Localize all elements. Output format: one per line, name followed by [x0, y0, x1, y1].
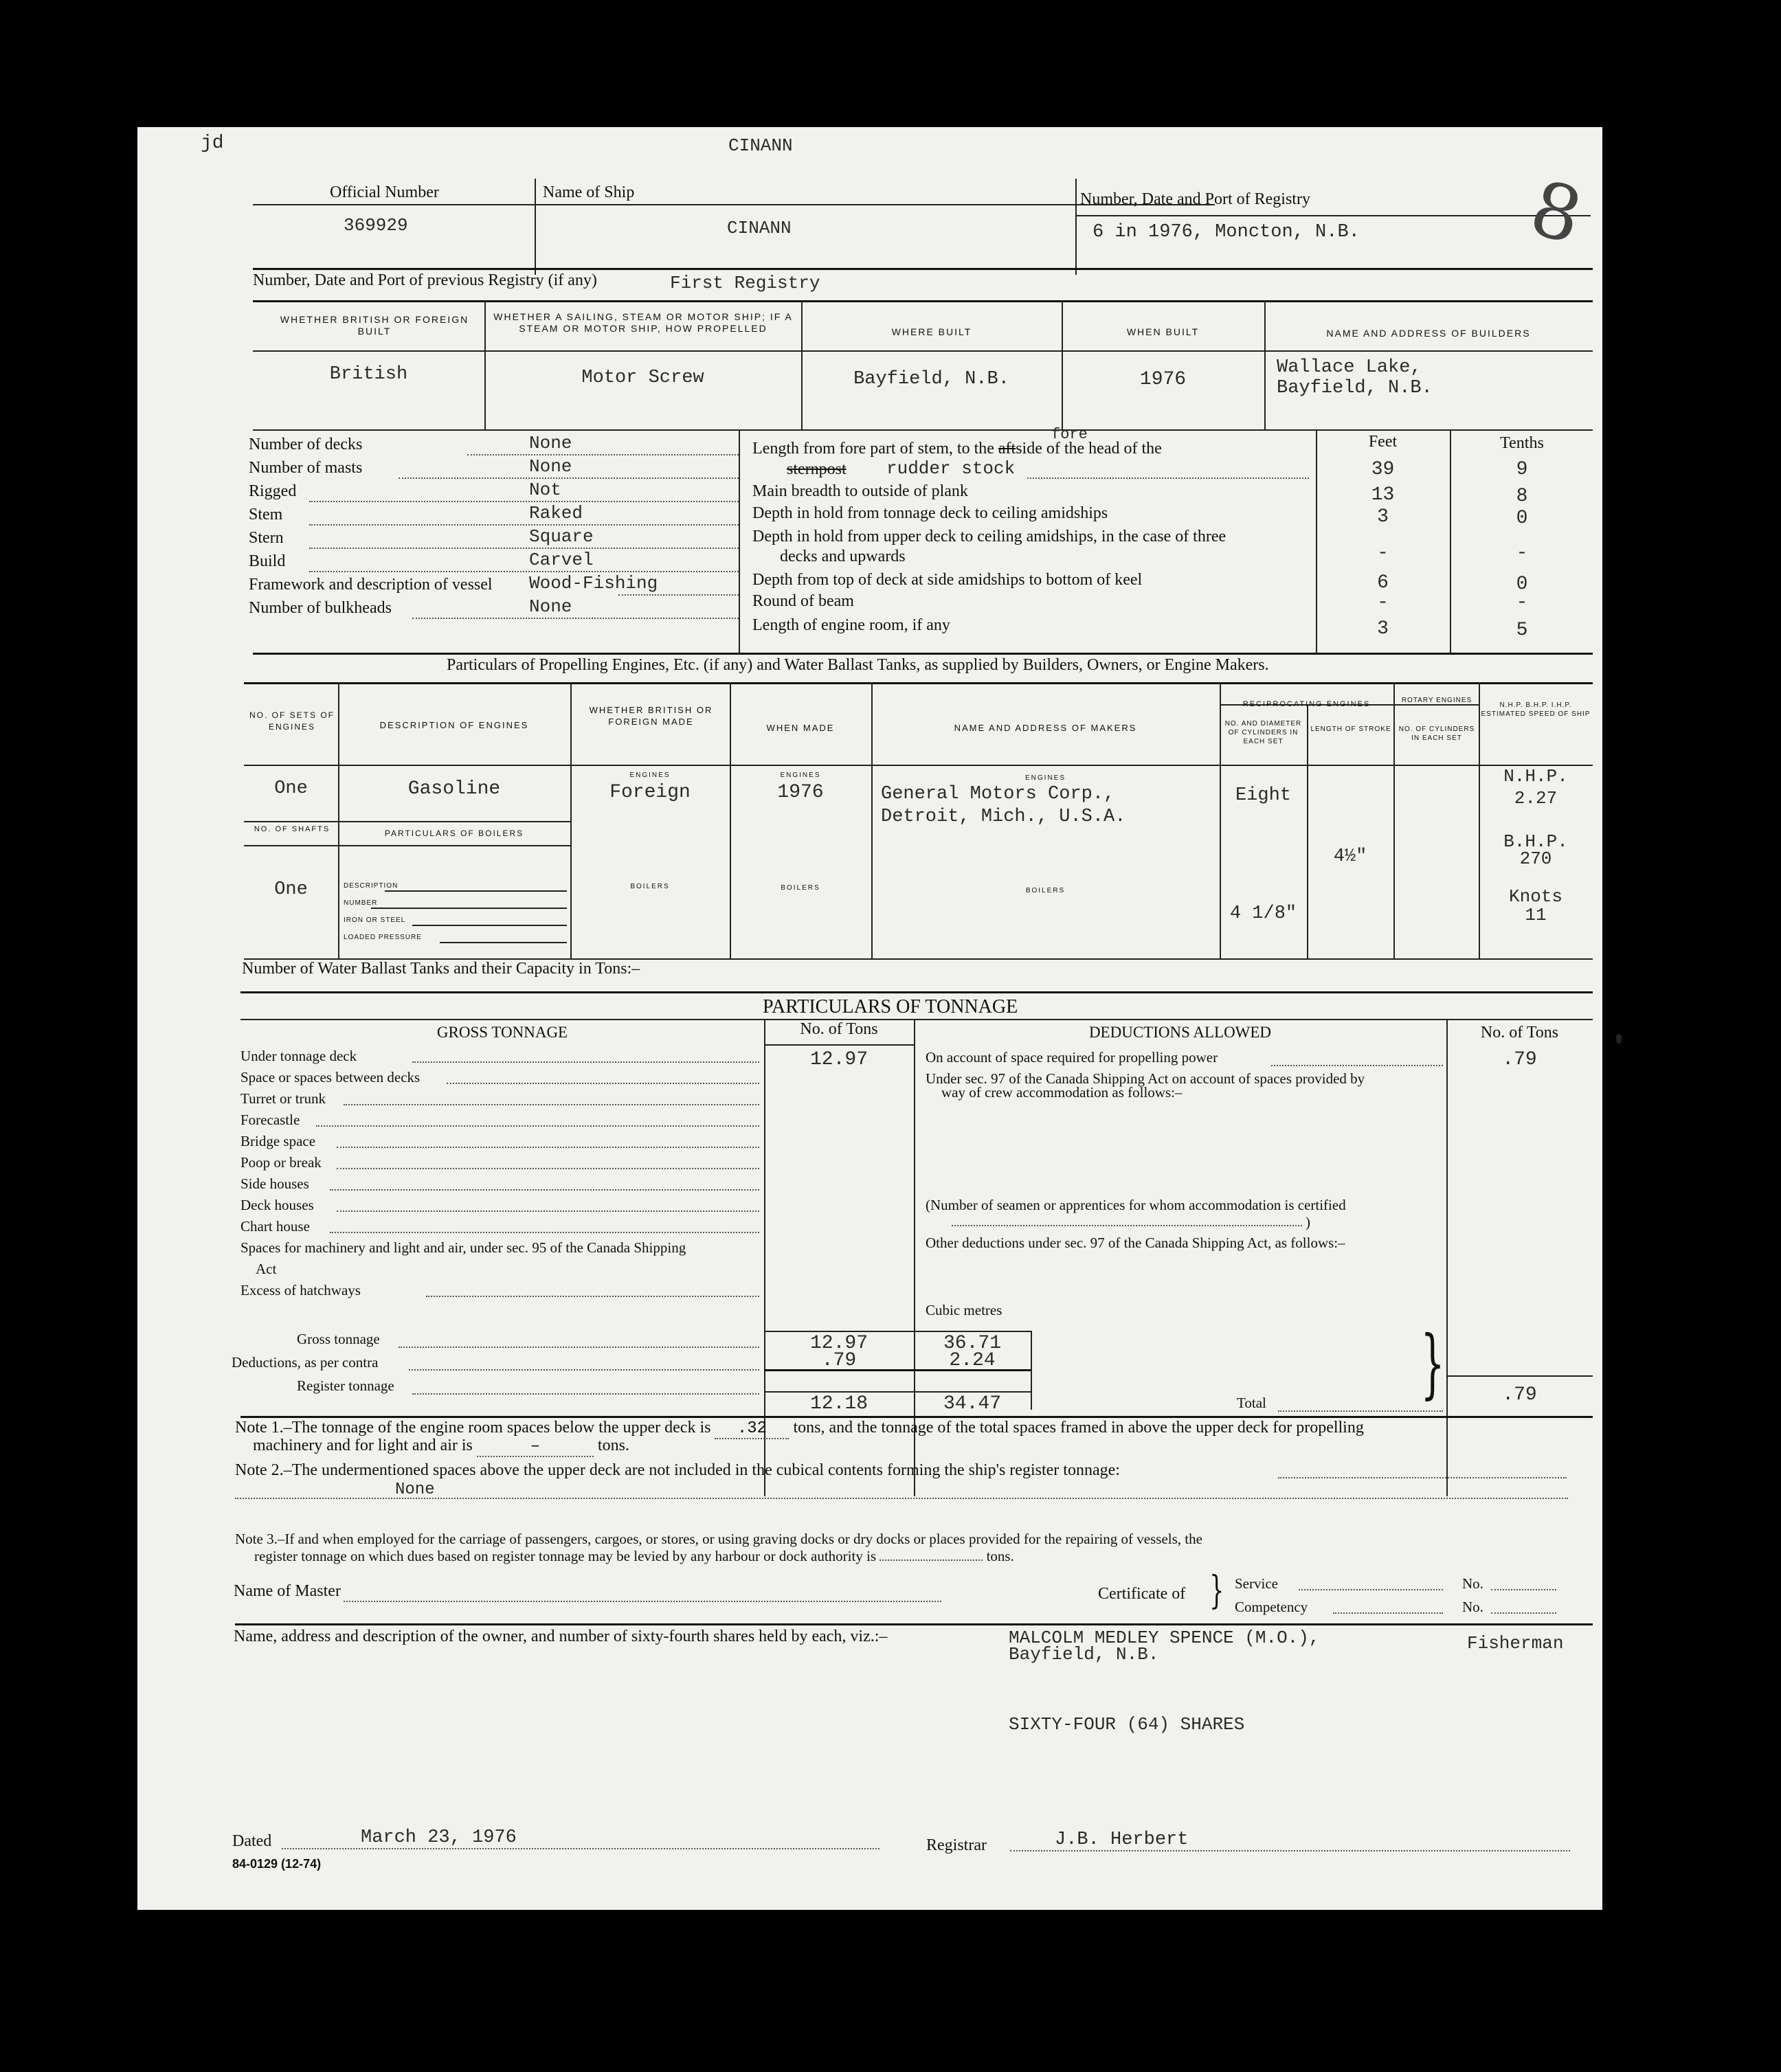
register-cubic: 34.47 — [943, 1393, 1001, 1415]
registry-label: Number, Date and Port of Registry — [1080, 190, 1310, 208]
gross-item: Spaces for machinery and light and air, under sec. 95 of the Canada Shipping — [240, 1239, 686, 1256]
margin-note: 8 — [1521, 164, 1591, 261]
nhp-value: 2.27 — [1514, 788, 1558, 809]
tenths-header: Tenths — [1500, 434, 1544, 452]
deductions-tons: .79 — [821, 1350, 857, 1371]
engine-stroke: 4½" — [1333, 846, 1367, 867]
divider — [240, 1019, 1593, 1020]
gross-item: Act — [256, 1261, 277, 1277]
divider — [484, 300, 486, 429]
service-label: Service — [1235, 1575, 1278, 1592]
engine-when: 1976 — [777, 782, 824, 803]
divider — [1307, 704, 1308, 958]
header-builders: NAME AND ADDRESS OF BUILDERS — [1326, 328, 1531, 339]
engine-cylinders: Eight — [1235, 785, 1291, 806]
engine-room-tenths: 5 — [1516, 620, 1528, 641]
divider — [371, 908, 567, 909]
header-rotary: ROTARY ENGINES — [1401, 697, 1472, 704]
header-stroke: LENGTH OF STROKE — [1310, 725, 1391, 733]
boiler-field-label: DESCRIPTION — [344, 882, 399, 890]
british-built-value: British — [329, 364, 408, 385]
divider — [801, 300, 803, 429]
note1-line2: machinery and for light and air is – tons. — [253, 1437, 629, 1456]
detail-value: Not — [529, 480, 561, 500]
gross-item: Poop or break — [240, 1154, 322, 1171]
header-description: DESCRIPTION OF ENGINES — [379, 720, 529, 730]
divider — [1062, 300, 1063, 429]
header-when-built: WHEN BUILT — [1126, 326, 1200, 337]
boiler-field-label: IRON OR STEEL — [344, 916, 406, 924]
deduction-propelling-tons: .79 — [1502, 1049, 1537, 1070]
detail-label: Number of decks — [249, 436, 363, 453]
owner-address: Bayfield, N.B. — [1009, 1644, 1159, 1665]
header-british-built: WHETHER BRITISH OR FOREIGN BUILT — [280, 314, 469, 337]
subheader-engines: ENGINES — [629, 772, 671, 779]
depth-upper-feet: - — [1377, 543, 1389, 564]
note2-value: None — [395, 1480, 435, 1499]
divider — [253, 653, 1593, 655]
length-line1: Length from fore part of stem, to the aftside of the head of the — [752, 440, 1162, 458]
divider — [253, 300, 1593, 302]
owner-shares: SIXTY-FOUR (64) SHARES — [1009, 1714, 1245, 1735]
register-tons: 12.18 — [809, 1393, 868, 1415]
header-when: WHEN MADE — [766, 723, 835, 733]
builder-line1: Wallace Lake, — [1277, 357, 1422, 378]
gross-item: Forecastle — [240, 1112, 300, 1128]
divider — [412, 925, 567, 926]
note1-line1: Note 1.–The tonnage of the engine room spaces below the upper deck is .32 tons, and the tonnage of the total spaces framed in above the upper deck for propelling — [235, 1419, 1364, 1438]
divider — [440, 942, 567, 943]
owner-label: Name, address and description of the owner, and number of sixty-fourth shares held by each, viz.:– — [234, 1628, 888, 1645]
subheader-engines: ENGINES — [1024, 774, 1066, 782]
divider — [244, 821, 570, 822]
gross-item: Turret or trunk — [240, 1090, 326, 1107]
under-deck-tons: 12.97 — [809, 1049, 868, 1070]
note1-value2: – — [477, 1437, 594, 1457]
header-makers: NAME AND ADDRESS OF MAKERS — [954, 723, 1137, 733]
engine-made: Foreign — [609, 782, 691, 803]
detail-label: Framework and description of vessel — [249, 576, 493, 594]
bhp-value: 270 — [1519, 848, 1552, 869]
gross-item: Excess of hatchways — [240, 1282, 361, 1298]
total-label: Total — [1237, 1395, 1266, 1411]
divider — [570, 682, 572, 958]
registrar-label: Registrar — [926, 1836, 987, 1854]
detail-value: None — [529, 596, 572, 617]
shafts-value: One — [274, 879, 308, 900]
gross-item: Side houses — [240, 1175, 309, 1192]
subheader-boilers: BOILERS — [781, 884, 820, 892]
ship-name-label: Name of Ship — [543, 183, 635, 201]
divider — [385, 890, 567, 892]
header-rotary-cylinders: NO. OF CYLINDERS IN EACH SET — [1398, 725, 1475, 742]
makers-line1: General Motors Corp., — [881, 784, 1115, 804]
depth-keel-feet: 6 — [1377, 572, 1389, 594]
divider — [1075, 179, 1077, 275]
tons-header: No. of Tons — [800, 1020, 878, 1038]
competency-label: Competency — [1235, 1599, 1308, 1615]
note1-value: .32 — [715, 1419, 789, 1439]
seamen-line2: ) — [1306, 1214, 1310, 1230]
divider — [253, 268, 1593, 270]
gross-tons: 12.97 — [809, 1333, 868, 1354]
header-recip: RECIPROCATING ENGINES — [1242, 700, 1371, 708]
speed-value: 11 — [1525, 905, 1547, 925]
struck-word: sternpost — [787, 460, 847, 478]
inserted-word: fore — [1051, 426, 1088, 443]
boiler-fields — [344, 877, 422, 946]
builder-line2: Bayfield, N.B. — [1277, 378, 1433, 398]
form-number: 84-0129 (12-74) — [232, 1857, 322, 1871]
breadth-label: Main breadth to outside of plank — [752, 482, 968, 500]
round-beam-feet: - — [1377, 592, 1389, 613]
detail-value: None — [529, 433, 572, 453]
details-list — [249, 433, 493, 620]
gross-tonnage-header: GROSS TONNAGE — [436, 1024, 568, 1041]
boiler-field-label: LOADED PRESSURE — [344, 934, 422, 941]
no-label: No. — [1462, 1599, 1483, 1615]
header-power: N.H.P. B.H.P. I.H.P. ESTIMATED SPEED OF SHIP — [1481, 701, 1591, 718]
divider — [1031, 1331, 1032, 1410]
dated-value: March 23, 1976 — [361, 1827, 517, 1848]
divider — [1446, 1019, 1448, 1496]
detail-label: Build — [249, 552, 286, 570]
length-feet: 39 — [1371, 459, 1395, 480]
official-number: 369929 — [344, 215, 408, 236]
register-document — [137, 127, 1602, 1910]
round-beam-label: Round of beam — [752, 592, 854, 610]
deductions-label: Deductions, as per contra — [232, 1354, 379, 1371]
detail-value: Square — [529, 526, 594, 547]
makers-line2: Detroit, Mich., U.S.A. — [881, 807, 1126, 827]
registry-value: 6 in 1976, Moncton, N.B. — [1093, 222, 1360, 243]
engine-room-label: Length of engine room, if any — [752, 616, 950, 634]
ballast-label: Number of Water Ballast Tanks and their Capacity in Tons:– — [242, 960, 640, 978]
header-where-built: WHERE BUILT — [891, 326, 972, 337]
previous-registry-value: First Registry — [670, 273, 820, 293]
detail-value: None — [529, 456, 572, 477]
official-number-label: Official Number — [330, 183, 439, 201]
detail-label: Stern — [249, 529, 284, 547]
top-title: CINANN — [728, 135, 793, 156]
bhp-label: B.H.P. — [1503, 831, 1568, 852]
depth-upper-tenths: - — [1516, 543, 1528, 564]
inserted-word: rudder stock — [886, 458, 1016, 479]
deduction-propelling: On account of space required for propelling power — [926, 1049, 1218, 1066]
divider — [235, 1623, 1593, 1625]
tons-header: No. of Tons — [1480, 1024, 1559, 1041]
when-built-value: 1976 — [1139, 369, 1187, 390]
note3-line1: Note 3.–If and when employed for the carriage of passengers, cargoes, or stores, or using graving docks or dry docks or places provided for the repairing of vessels, the — [235, 1531, 1202, 1547]
certificate-label: Certificate of — [1098, 1585, 1186, 1603]
divider — [253, 204, 1215, 205]
propulsion-value: Motor Screw — [581, 368, 704, 388]
boiler-field-label: NUMBER — [344, 899, 378, 907]
brace-icon: } — [1209, 1568, 1224, 1613]
gross-item: Space or spaces between decks — [240, 1069, 421, 1085]
gross-cubic: 36.71 — [943, 1333, 1001, 1354]
tonnage-title: PARTICULARS OF TONNAGE — [763, 996, 1018, 1017]
nhp-label: N.H.P. — [1503, 766, 1568, 787]
engine-sets: One — [274, 778, 308, 799]
deduction-crew-line2: way of crew accommodation as follows:– — [941, 1084, 1183, 1101]
round-beam-tenths: - — [1516, 592, 1528, 613]
seamen-line1: (Number of seamen or apprentices for whom accommodation is certified — [926, 1197, 1346, 1213]
cubic-metres-label: Cubic metres — [926, 1302, 1002, 1318]
engine-room-feet: 3 — [1377, 618, 1389, 640]
breadth-feet: 13 — [1371, 484, 1395, 506]
divider — [1393, 682, 1395, 958]
header-made: WHETHER BRITISH OR FOREIGN MADE — [589, 705, 713, 727]
divider — [1075, 215, 1591, 216]
deduction-crew-line1: Under sec. 97 of the Canada Shipping Act on account of spaces provided by — [926, 1070, 1365, 1087]
divider — [244, 682, 1593, 684]
detail-value: Raked — [529, 503, 583, 523]
divider — [764, 1044, 914, 1046]
depth-keel-tenths: 0 — [1516, 574, 1528, 595]
divider — [244, 845, 570, 846]
length-tenths: 9 — [1516, 459, 1528, 480]
depth-hold-feet: 3 — [1377, 506, 1389, 528]
struck-word: aft — [998, 440, 1016, 458]
detail-value: Carvel — [529, 550, 594, 570]
brace-icon: } — [1420, 1319, 1445, 1407]
header-sets: NO. OF SETS OF ENGINES — [249, 710, 335, 732]
speed-label: Knots — [1508, 886, 1562, 907]
gross-tonnage-label: Gross tonnage — [297, 1331, 380, 1347]
gross-item: Bridge space — [240, 1133, 316, 1149]
divider — [1264, 300, 1266, 429]
detail-label: Number of masts — [249, 459, 363, 477]
total-tons: .79 — [1502, 1384, 1537, 1406]
previous-registry-label: Number, Date and Port of previous Registry (if any) — [253, 271, 597, 289]
depth-hold-tenths: 0 — [1516, 508, 1528, 529]
detail-value: Wood-Fishing — [529, 573, 658, 594]
detail-label: Rigged — [249, 482, 297, 500]
divider — [739, 429, 740, 653]
depth-upper-line2: decks and upwards — [780, 548, 906, 565]
note2: Note 2.–The undermentioned spaces above the upper deck are not included in the cubical contents forming the ship's register tonnage: — [235, 1461, 1120, 1479]
no-label: No. — [1462, 1575, 1483, 1592]
shafts-header: NO. OF SHAFTS — [254, 825, 331, 833]
where-built-value: Bayfield, N.B. — [853, 369, 1009, 390]
engines-section-title: Particulars of Propelling Engines, Etc. (if any) and Water Ballast Tanks, as supplied by Builders, Owners, or Engine Makers. — [447, 656, 1269, 674]
subheader-boilers: BOILERS — [1025, 887, 1066, 894]
boilers-header: PARTICULARS OF BOILERS — [384, 829, 524, 838]
depth-upper-line1: Depth in hold from upper deck to ceiling amidships, in the case of three — [752, 528, 1226, 545]
other-deductions: Other deductions under sec. 97 of the Canada Shipping Act, as follows:– — [926, 1235, 1345, 1251]
subheader-boilers: BOILERS — [630, 883, 670, 890]
divider — [253, 350, 1593, 352]
note3-line2: register tonnage on which dues based on register tonnage may be levied by any harbour or dock authority is tons. — [254, 1548, 1014, 1564]
breadth-tenths: 8 — [1516, 486, 1528, 507]
gross-item: Deck houses — [240, 1197, 314, 1213]
registrar-value: J.B. Herbert — [1055, 1829, 1189, 1850]
gross-item: Under tonnage deck — [240, 1048, 357, 1064]
deductions-header: DEDUCTIONS ALLOWED — [1088, 1024, 1272, 1041]
dated-label: Dated — [232, 1832, 272, 1850]
scan-dot — [1616, 1034, 1622, 1044]
header-cylinders: NO. AND DIAMETER OF CYLINDERS IN EACH SET — [1224, 720, 1302, 745]
divider — [1446, 1375, 1593, 1377]
deductions-cubic: 2.24 — [949, 1350, 996, 1371]
owner-occupation: Fisherman — [1467, 1633, 1564, 1654]
divider — [244, 765, 1593, 766]
subheader-engines: ENGINES — [780, 772, 821, 779]
corner-mark: jd — [201, 133, 224, 154]
header-propulsion: WHETHER A SAILING, STEAM OR MOTOR SHIP; IF A STEAM OR MOTOR SHIP, HOW PROPELLED — [493, 311, 793, 334]
depth-keel-label: Depth from top of deck at side amidships to bottom of keel — [752, 571, 1143, 589]
engine-description: Gasoline — [407, 778, 501, 800]
engine-cyl-diameter: 4 1/8" — [1229, 903, 1297, 924]
divider — [535, 179, 536, 275]
divider — [240, 991, 1593, 993]
detail-label: Stem — [249, 506, 283, 523]
gross-item: Chart house — [240, 1218, 310, 1235]
master-label: Name of Master — [234, 1582, 341, 1600]
ship-name: CINANN — [727, 218, 792, 238]
divider — [253, 429, 1593, 431]
owner-name: MALCOLM MEDLEY SPENCE (M.O.), — [1009, 1628, 1320, 1648]
detail-label: Number of bulkheads — [249, 599, 392, 617]
divider — [240, 1416, 1593, 1418]
divider — [764, 1391, 1031, 1393]
divider — [764, 1331, 1031, 1332]
depth-hold-label: Depth in hold from tonnage deck to ceiling amidships — [752, 504, 1108, 522]
feet-header: Feet — [1368, 433, 1398, 451]
register-tonnage-label: Register tonnage — [297, 1377, 394, 1394]
